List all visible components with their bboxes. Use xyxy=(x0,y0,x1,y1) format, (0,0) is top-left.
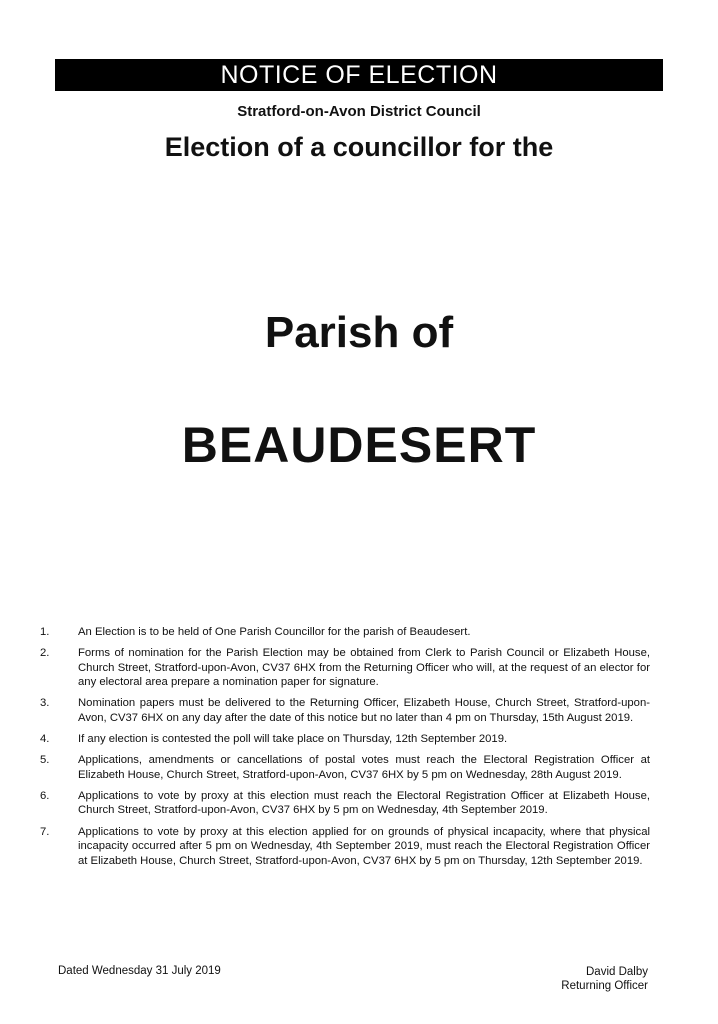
signoff-block xyxy=(561,965,648,993)
notice-item xyxy=(40,825,650,869)
notice-item xyxy=(40,646,650,690)
notice-list xyxy=(40,625,650,875)
dated-line: Dated Wednesday 31 July 2019 xyxy=(58,965,221,977)
parish-of-heading: Parish of xyxy=(264,308,454,357)
notice-text: An Election is to be held of One Parish Councillor for the parish of Beaudesert. xyxy=(78,626,471,638)
election-subtitle: Election of a councillor for the xyxy=(164,132,554,162)
notice-item xyxy=(40,696,650,725)
notice-item xyxy=(40,753,650,782)
notice-number: 2. xyxy=(40,647,50,660)
notice-text: Applications, amendments or cancellations of postal votes must reach the Electoral Registration Officer at Elizabeth House, Church Street, Stratford-upon-Avon, CV37 6HX by 5 pm on Wednesday, 28th August 2019. xyxy=(78,754,650,781)
council-name: Stratford-on-Avon District Council xyxy=(237,103,481,120)
notice-number: 3. xyxy=(40,697,50,710)
parish-name-heading: BEAUDESERT xyxy=(181,417,537,473)
notice-text: Applications to vote by proxy at this election must reach the Electoral Registration Officer at Elizabeth House, Church Street, Stratford-upon-Avon, CV37 6HX by 5 pm on Wednesday, 4th September 2019. xyxy=(78,789,650,817)
signatory-name: David Dalby xyxy=(586,966,648,978)
signatory-title: Returning Officer xyxy=(561,980,648,992)
notice-number: 6. xyxy=(40,789,50,802)
notice-number: 1. xyxy=(40,626,50,638)
notice-number: 4. xyxy=(40,733,50,746)
notice-number: 7. xyxy=(40,825,50,838)
notice-item xyxy=(40,789,650,818)
notice-item xyxy=(40,732,650,747)
notice-number: 5. xyxy=(40,754,50,767)
notice-title: NOTICE OF ELECTION xyxy=(55,59,663,91)
notice-item xyxy=(40,625,650,640)
notice-text: If any election is contested the poll will take place on Thursday, 12th September 2019. xyxy=(78,733,508,746)
notice-text: Applications to vote by proxy at this election applied for on grounds of physical incapacity, where that physical incapacity occurred after 5 pm on Wednesday, 4th September 2019, must reach the Electoral Registration Officer at Elizabeth House, Church Street, Stratford-upon-Avon, CV37 6HX by 5 pm on Thursday, 12th September 2019. xyxy=(78,825,650,867)
notice-text: Nomination papers must be delivered to the Returning Officer, Elizabeth House, Church Street, Stratford-upon-Avon, CV37 6HX on any day after the date of this notice but no later than 4 pm on Thursday, 15th August 2019. xyxy=(78,697,650,724)
notice-text: Forms of nomination for the Parish Election may be obtained from Clerk to Parish Council or Elizabeth House, Church Street, Stratford-upon-Avon, CV37 6HX from the Returning Officer who will, at the request of an elector for any electoral area prepare a nomination paper for signature. xyxy=(78,647,650,689)
